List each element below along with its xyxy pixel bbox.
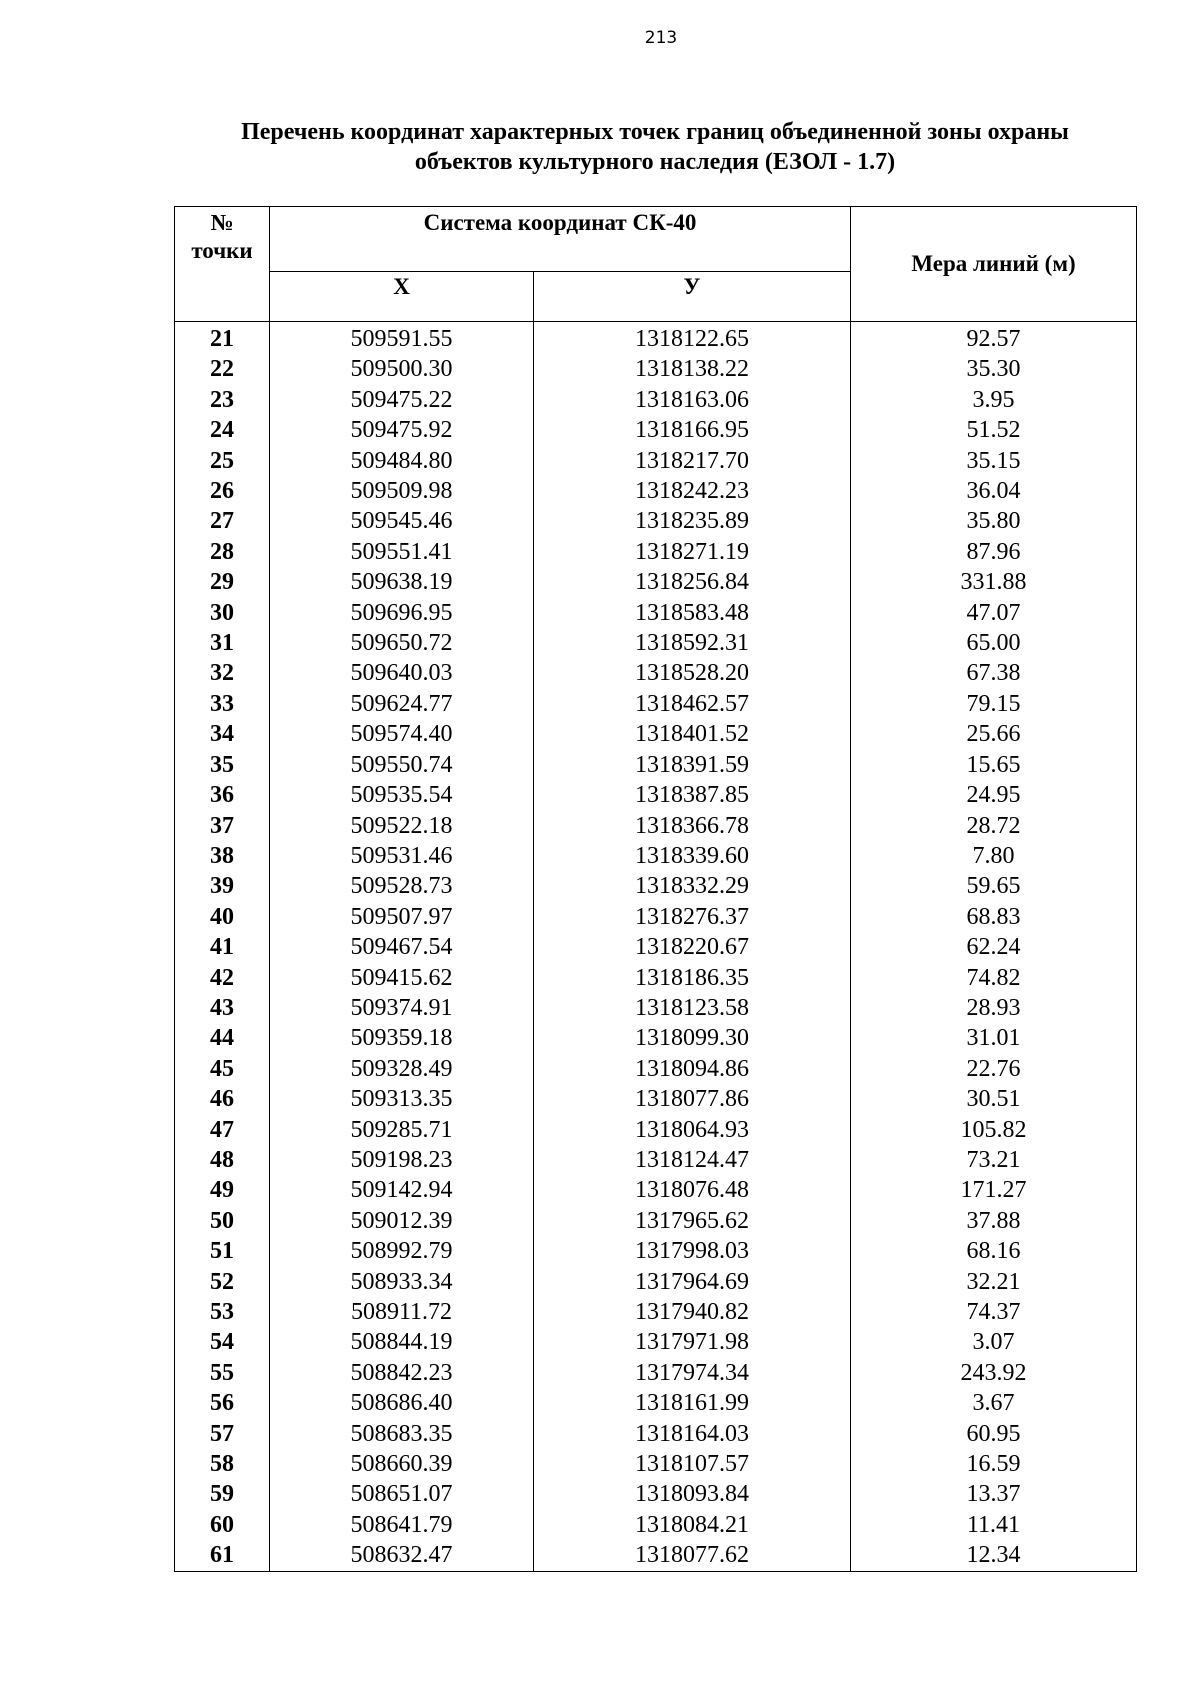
table-row	[175, 1236, 1137, 1266]
x-coordinate-cell: 509574.40	[270, 719, 534, 749]
y-coordinate-cell: 1318138.22	[534, 354, 851, 384]
point-number-cell: 53	[175, 1297, 270, 1327]
line-measure-cell: 7.80	[851, 841, 1137, 871]
point-number-cell: 22	[175, 354, 270, 384]
x-coordinate-cell: 509640.03	[270, 658, 534, 688]
line-measure-cell: 87.96	[851, 537, 1137, 567]
point-number-cell: 43	[175, 993, 270, 1023]
point-number-cell: 35	[175, 750, 270, 780]
y-coordinate-cell: 1317965.62	[534, 1206, 851, 1236]
table-row	[175, 1054, 1137, 1084]
x-coordinate-cell: 509650.72	[270, 628, 534, 658]
table-row	[175, 1206, 1137, 1236]
point-number-cell: 41	[175, 932, 270, 962]
x-coordinate-cell: 508842.23	[270, 1358, 534, 1388]
x-coordinate-cell: 509509.98	[270, 476, 534, 506]
line-measure-cell: 12.34	[851, 1540, 1137, 1571]
point-number-cell: 52	[175, 1267, 270, 1297]
y-coordinate-cell: 1317998.03	[534, 1236, 851, 1266]
x-coordinate-cell: 509467.54	[270, 932, 534, 962]
table-row	[175, 658, 1137, 688]
point-number-cell: 38	[175, 841, 270, 871]
table-row	[175, 932, 1137, 962]
page-number: 213	[644, 28, 678, 48]
y-coordinate-cell: 1318235.89	[534, 506, 851, 536]
line-measure-cell: 62.24	[851, 932, 1137, 962]
y-coordinate-cell: 1318064.93	[534, 1115, 851, 1145]
y-coordinate-cell: 1318528.20	[534, 658, 851, 688]
line-measure-cell: 16.59	[851, 1449, 1137, 1479]
table-row	[175, 415, 1137, 445]
y-coordinate-cell: 1318256.84	[534, 567, 851, 597]
x-coordinate-cell: 509475.22	[270, 385, 534, 415]
line-measure-cell: 24.95	[851, 780, 1137, 810]
table-body	[175, 322, 1137, 1572]
x-coordinate-cell: 509313.35	[270, 1084, 534, 1114]
point-number-cell: 21	[175, 322, 270, 355]
point-number-cell: 45	[175, 1054, 270, 1084]
line-measure-cell: 3.67	[851, 1388, 1137, 1418]
line-measure-cell: 243.92	[851, 1358, 1137, 1388]
x-coordinate-cell: 509142.94	[270, 1175, 534, 1205]
line-measure-cell: 13.37	[851, 1479, 1137, 1509]
y-coordinate-cell: 1318166.95	[534, 415, 851, 445]
header-point-number	[175, 207, 270, 322]
line-measure-cell: 30.51	[851, 1084, 1137, 1114]
line-measure-cell: 32.21	[851, 1267, 1137, 1297]
table-row	[175, 322, 1137, 355]
x-coordinate-cell: 508844.19	[270, 1327, 534, 1357]
x-coordinate-cell: 509535.54	[270, 780, 534, 810]
line-measure-cell: 65.00	[851, 628, 1137, 658]
point-number-cell: 40	[175, 902, 270, 932]
table-row	[175, 628, 1137, 658]
table-row	[175, 537, 1137, 567]
x-coordinate-cell: 509550.74	[270, 750, 534, 780]
x-coordinate-cell: 509374.91	[270, 993, 534, 1023]
x-coordinate-cell: 509285.71	[270, 1115, 534, 1145]
y-coordinate-cell: 1318366.78	[534, 811, 851, 841]
x-coordinate-cell: 509638.19	[270, 567, 534, 597]
table-row	[175, 841, 1137, 871]
x-coordinate-cell: 509475.92	[270, 415, 534, 445]
table-row	[175, 1297, 1137, 1327]
point-number-cell: 36	[175, 780, 270, 810]
table-row	[175, 1023, 1137, 1053]
line-measure-cell: 35.30	[851, 354, 1137, 384]
line-measure-cell: 11.41	[851, 1510, 1137, 1540]
y-coordinate-cell: 1318592.31	[534, 628, 851, 658]
point-number-cell: 28	[175, 537, 270, 567]
x-coordinate-cell: 509591.55	[270, 322, 534, 355]
y-coordinate-cell: 1318107.57	[534, 1449, 851, 1479]
y-coordinate-cell: 1318094.86	[534, 1054, 851, 1084]
line-measure-cell: 37.88	[851, 1206, 1137, 1236]
x-coordinate-cell: 509624.77	[270, 689, 534, 719]
point-number-cell: 49	[175, 1175, 270, 1205]
document-title	[190, 117, 1120, 177]
line-measure-cell: 28.72	[851, 811, 1137, 841]
y-coordinate-cell: 1318220.67	[534, 932, 851, 962]
line-measure-cell: 92.57	[851, 322, 1137, 355]
table-row	[175, 446, 1137, 476]
line-measure-cell: 67.38	[851, 658, 1137, 688]
x-coordinate-cell: 508651.07	[270, 1479, 534, 1509]
line-measure-cell: 331.88	[851, 567, 1137, 597]
y-coordinate-cell: 1318332.29	[534, 871, 851, 901]
line-measure-cell: 74.37	[851, 1297, 1137, 1327]
table-row	[175, 1327, 1137, 1357]
point-number-cell: 30	[175, 598, 270, 628]
line-measure-cell: 35.15	[851, 446, 1137, 476]
line-measure-cell: 68.83	[851, 902, 1137, 932]
coordinates-table	[174, 206, 1137, 1572]
table-row	[175, 1175, 1137, 1205]
line-measure-cell: 22.76	[851, 1054, 1137, 1084]
y-coordinate-cell: 1318391.59	[534, 750, 851, 780]
y-coordinate-cell: 1318242.23	[534, 476, 851, 506]
line-measure-cell: 25.66	[851, 719, 1137, 749]
point-number-cell: 51	[175, 1236, 270, 1266]
table-row	[175, 1084, 1137, 1114]
y-coordinate-cell: 1317971.98	[534, 1327, 851, 1357]
point-number-cell: 26	[175, 476, 270, 506]
point-number-cell: 29	[175, 567, 270, 597]
table-row	[175, 1419, 1137, 1449]
table-row	[175, 1358, 1137, 1388]
point-number-cell: 55	[175, 1358, 270, 1388]
header-point-number-line-2: точки	[191, 238, 253, 263]
y-coordinate-cell: 1318163.06	[534, 385, 851, 415]
x-coordinate-cell: 509328.49	[270, 1054, 534, 1084]
table-row	[175, 963, 1137, 993]
line-measure-cell: 74.82	[851, 963, 1137, 993]
point-number-cell: 61	[175, 1540, 270, 1571]
point-number-cell: 25	[175, 446, 270, 476]
x-coordinate-cell: 508992.79	[270, 1236, 534, 1266]
table-row	[175, 780, 1137, 810]
x-coordinate-cell: 509528.73	[270, 871, 534, 901]
point-number-cell: 59	[175, 1479, 270, 1509]
x-coordinate-cell: 508911.72	[270, 1297, 534, 1327]
table-row	[175, 1479, 1137, 1509]
y-coordinate-cell: 1318186.35	[534, 963, 851, 993]
table-row	[175, 689, 1137, 719]
y-coordinate-cell: 1318276.37	[534, 902, 851, 932]
table-row	[175, 1388, 1137, 1418]
line-measure-cell: 28.93	[851, 993, 1137, 1023]
x-coordinate-cell: 508632.47	[270, 1540, 534, 1571]
y-coordinate-cell: 1318401.52	[534, 719, 851, 749]
line-measure-cell: 59.65	[851, 871, 1137, 901]
table-row	[175, 1540, 1137, 1571]
table-row	[175, 567, 1137, 597]
point-number-cell: 46	[175, 1084, 270, 1114]
y-coordinate-cell: 1318077.62	[534, 1540, 851, 1571]
point-number-cell: 37	[175, 811, 270, 841]
table-row	[175, 719, 1137, 749]
table-row	[175, 811, 1137, 841]
x-coordinate-cell: 509198.23	[270, 1145, 534, 1175]
x-coordinate-cell: 508686.40	[270, 1388, 534, 1418]
table-row	[175, 598, 1137, 628]
point-number-cell: 56	[175, 1388, 270, 1418]
y-coordinate-cell: 1318077.86	[534, 1084, 851, 1114]
point-number-cell: 58	[175, 1449, 270, 1479]
x-coordinate-cell: 508683.35	[270, 1419, 534, 1449]
y-coordinate-cell: 1317974.34	[534, 1358, 851, 1388]
point-number-cell: 24	[175, 415, 270, 445]
document-title-line-1: Перечень координат характерных точек границ объединенной зоны охраны	[241, 119, 1069, 145]
y-coordinate-cell: 1318161.99	[534, 1388, 851, 1418]
point-number-cell: 39	[175, 871, 270, 901]
x-coordinate-cell: 509359.18	[270, 1023, 534, 1053]
header-y: У	[534, 272, 851, 322]
y-coordinate-cell: 1317940.82	[534, 1297, 851, 1327]
x-coordinate-cell: 509531.46	[270, 841, 534, 871]
point-number-cell: 31	[175, 628, 270, 658]
point-number-cell: 34	[175, 719, 270, 749]
table-row	[175, 354, 1137, 384]
y-coordinate-cell: 1318271.19	[534, 537, 851, 567]
line-measure-cell: 31.01	[851, 1023, 1137, 1053]
line-measure-cell: 3.95	[851, 385, 1137, 415]
table-row	[175, 750, 1137, 780]
y-coordinate-cell: 1317964.69	[534, 1267, 851, 1297]
x-coordinate-cell: 509012.39	[270, 1206, 534, 1236]
table-row	[175, 476, 1137, 506]
table-row	[175, 1449, 1137, 1479]
line-measure-cell: 36.04	[851, 476, 1137, 506]
point-number-cell: 50	[175, 1206, 270, 1236]
y-coordinate-cell: 1318164.03	[534, 1419, 851, 1449]
x-coordinate-cell: 508660.39	[270, 1449, 534, 1479]
y-coordinate-cell: 1318462.57	[534, 689, 851, 719]
x-coordinate-cell: 509545.46	[270, 506, 534, 536]
table-row	[175, 506, 1137, 536]
header-x: Х	[270, 272, 534, 322]
y-coordinate-cell: 1318123.58	[534, 993, 851, 1023]
table-header	[175, 207, 1137, 322]
x-coordinate-cell: 508933.34	[270, 1267, 534, 1297]
table-row	[175, 385, 1137, 415]
y-coordinate-cell: 1318093.84	[534, 1479, 851, 1509]
header-coordinate-system: Система координат СК-40	[270, 207, 851, 272]
y-coordinate-cell: 1318387.85	[534, 780, 851, 810]
y-coordinate-cell: 1318124.47	[534, 1145, 851, 1175]
point-number-cell: 44	[175, 1023, 270, 1053]
x-coordinate-cell: 509522.18	[270, 811, 534, 841]
table-row	[175, 902, 1137, 932]
line-measure-cell: 35.80	[851, 506, 1137, 536]
line-measure-cell: 51.52	[851, 415, 1137, 445]
y-coordinate-cell: 1318084.21	[534, 1510, 851, 1540]
line-measure-cell: 68.16	[851, 1236, 1137, 1266]
line-measure-cell: 79.15	[851, 689, 1137, 719]
point-number-cell: 54	[175, 1327, 270, 1357]
x-coordinate-cell: 509551.41	[270, 537, 534, 567]
line-measure-cell: 171.27	[851, 1175, 1137, 1205]
y-coordinate-cell: 1318076.48	[534, 1175, 851, 1205]
table-row	[175, 1267, 1137, 1297]
point-number-cell: 48	[175, 1145, 270, 1175]
x-coordinate-cell: 509696.95	[270, 598, 534, 628]
point-number-cell: 27	[175, 506, 270, 536]
x-coordinate-cell: 509415.62	[270, 963, 534, 993]
point-number-cell: 42	[175, 963, 270, 993]
line-measure-cell: 3.07	[851, 1327, 1137, 1357]
header-line-measure: Мера линий (м)	[851, 207, 1137, 322]
y-coordinate-cell: 1318583.48	[534, 598, 851, 628]
y-coordinate-cell: 1318099.30	[534, 1023, 851, 1053]
document-title-line-2: объектов культурного наследия (ЕЗОЛ - 1.7)	[414, 149, 896, 175]
table-row	[175, 1510, 1137, 1540]
x-coordinate-cell: 509500.30	[270, 354, 534, 384]
x-coordinate-cell: 509507.97	[270, 902, 534, 932]
y-coordinate-cell: 1318122.65	[534, 322, 851, 355]
point-number-cell: 47	[175, 1115, 270, 1145]
table-row	[175, 1115, 1137, 1145]
point-number-cell: 32	[175, 658, 270, 688]
line-measure-cell: 47.07	[851, 598, 1137, 628]
line-measure-cell: 60.95	[851, 1419, 1137, 1449]
point-number-cell: 57	[175, 1419, 270, 1449]
x-coordinate-cell: 509484.80	[270, 446, 534, 476]
table-row	[175, 1145, 1137, 1175]
point-number-cell: 23	[175, 385, 270, 415]
header-point-number-line-1: №	[210, 210, 234, 235]
x-coordinate-cell: 508641.79	[270, 1510, 534, 1540]
line-measure-cell: 105.82	[851, 1115, 1137, 1145]
table-row	[175, 993, 1137, 1023]
point-number-cell: 60	[175, 1510, 270, 1540]
table-row	[175, 871, 1137, 901]
y-coordinate-cell: 1318217.70	[534, 446, 851, 476]
line-measure-cell: 73.21	[851, 1145, 1137, 1175]
point-number-cell: 33	[175, 689, 270, 719]
y-coordinate-cell: 1318339.60	[534, 841, 851, 871]
line-measure-cell: 15.65	[851, 750, 1137, 780]
